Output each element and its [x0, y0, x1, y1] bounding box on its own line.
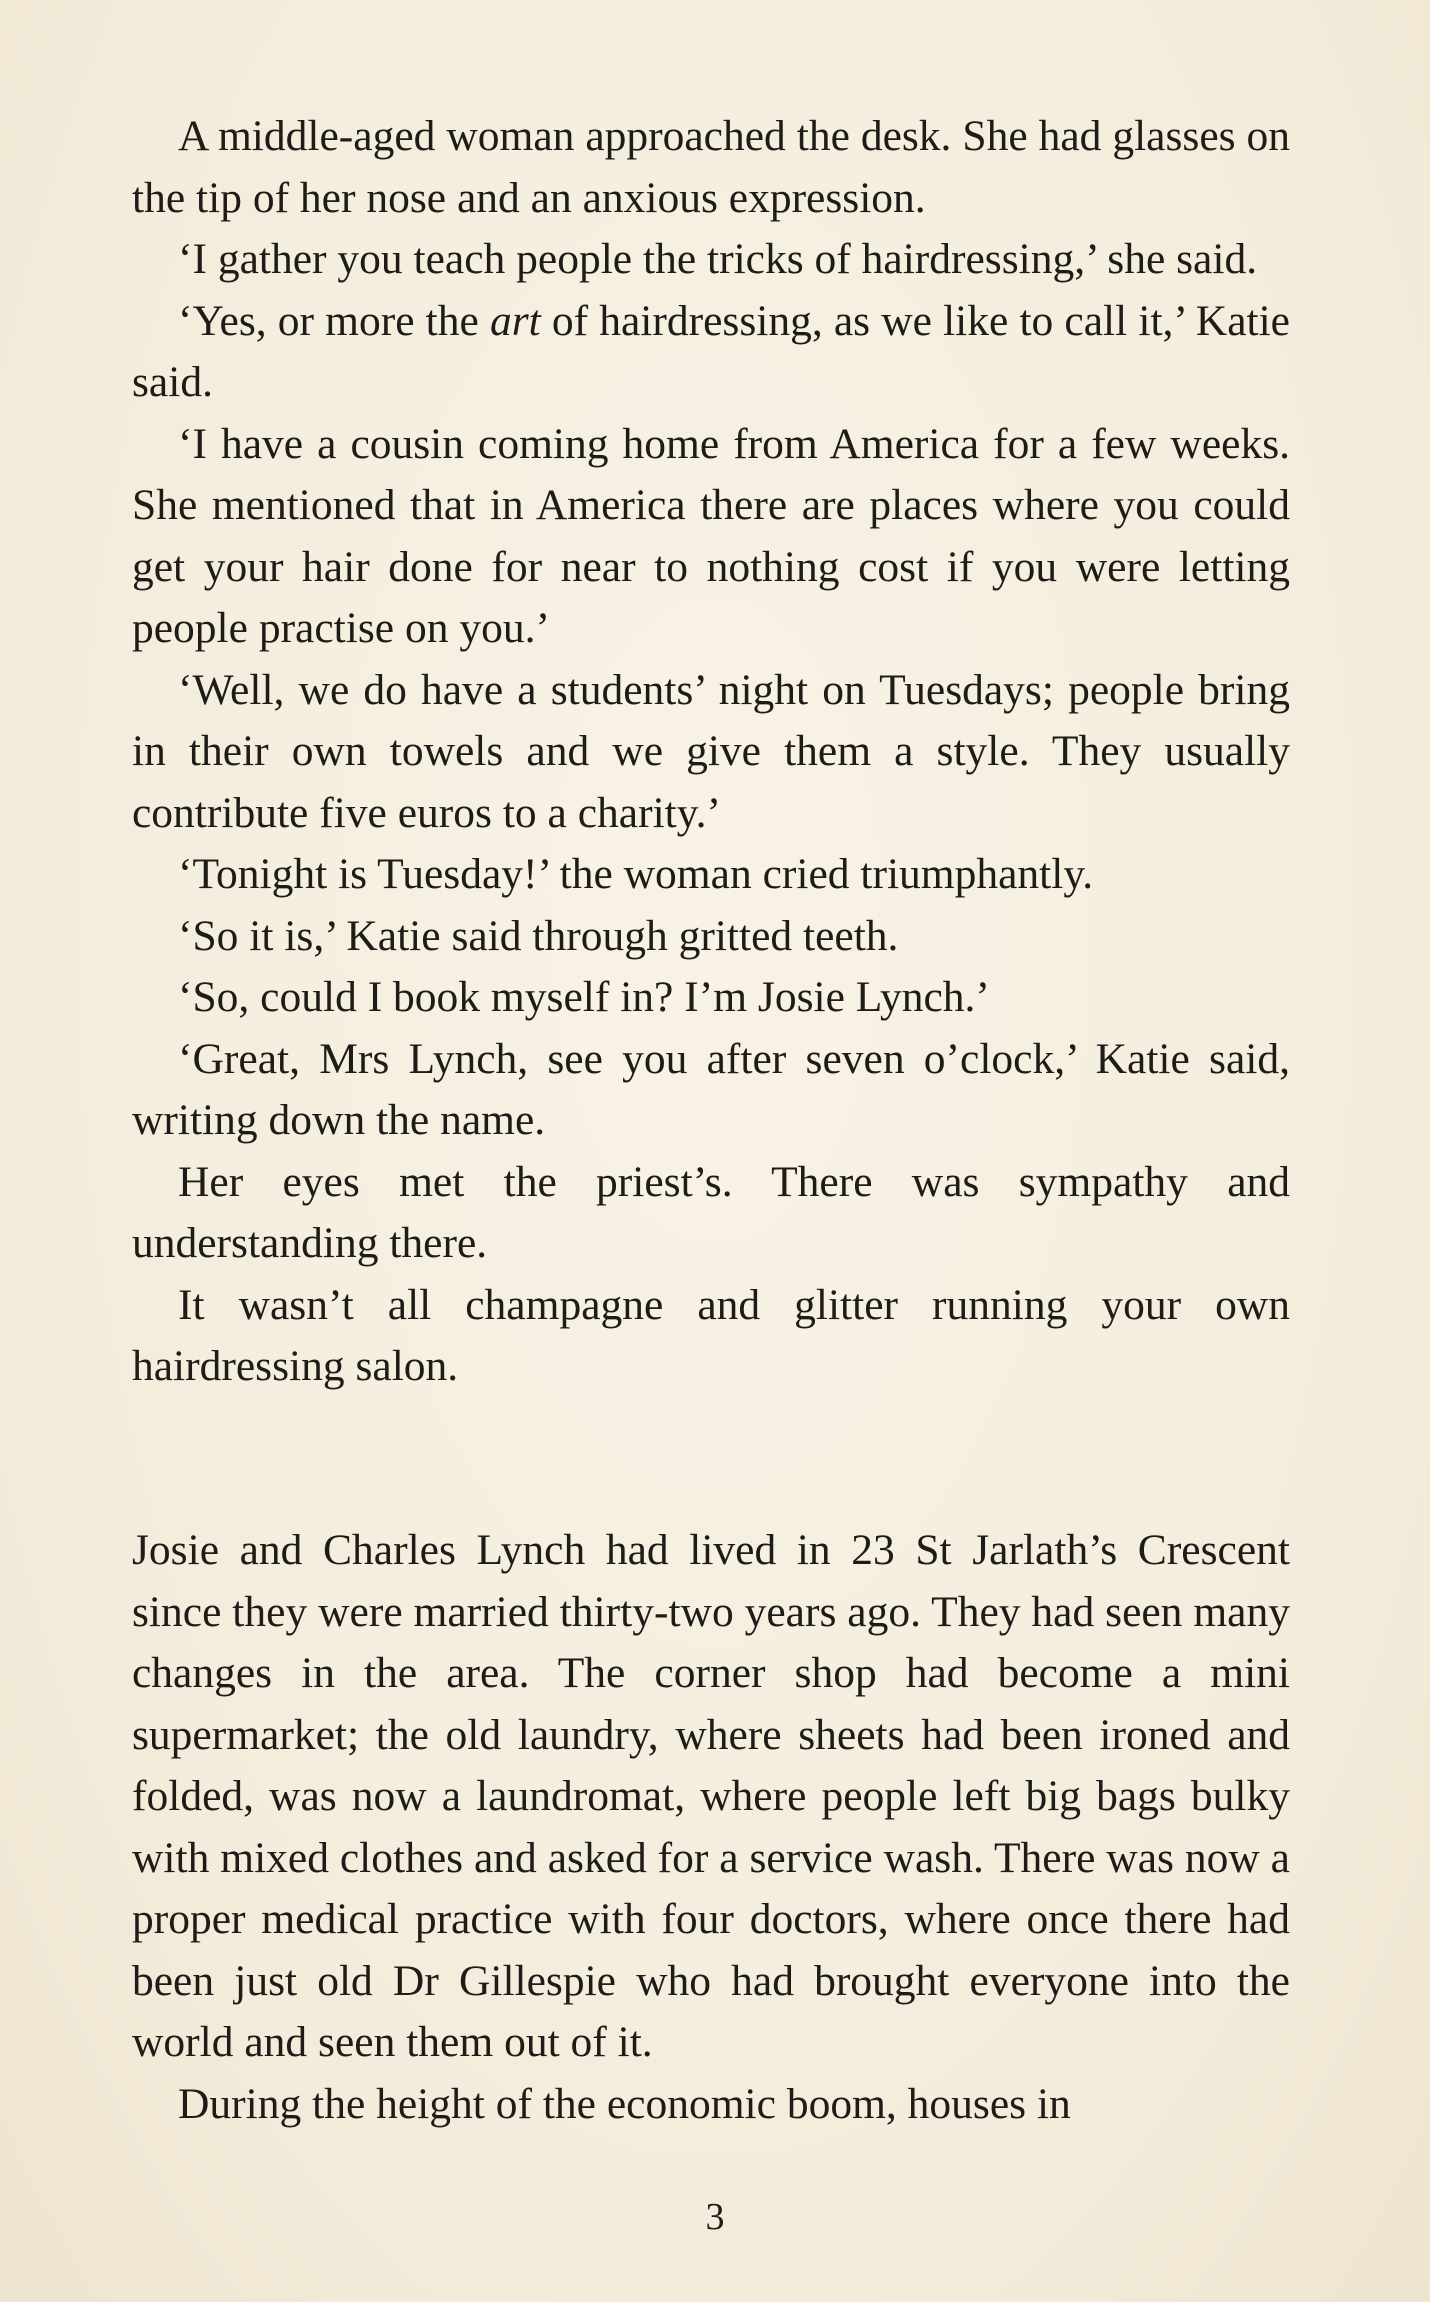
section-text-block	[132, 1520, 1290, 2135]
paragraph-text: ‘Tonight is Tuesday!’ the woman cried triumphantly.	[178, 850, 1094, 898]
paragraph-text: Her eyes met the priest’s. There was sympathy and understanding there.	[132, 1157, 1290, 1267]
paragraph	[132, 414, 1290, 660]
paragraph-text: ‘So it is,’ Katie said through gritted teeth.	[178, 911, 899, 960]
paragraph	[132, 291, 1290, 414]
paragraph	[132, 906, 1290, 968]
paragraph-text: It wasn’t all champagne and glitter running your own hairdressing salon.	[132, 1280, 1290, 1390]
paragraph	[132, 967, 1290, 1029]
paragraph-text: ‘I gather you teach people the tricks of hairdressing,’ she said.	[178, 235, 1258, 283]
paragraph-text: Josie and Charles Lynch had lived in 23 St Jarlath’s Crescent since they were married thirty-two years ago. They had seen many changes in the area. The corner shop had become a mini supermarket; the old laundry, where sheets had been ironed and folded, was now a laundromat, where people left big bags bulky with mixed clothes and asked for a service wash. There was now a proper medical practice with four doctors, where once there had been just old Dr Gillespie who had brought everyone into the world and seen them out of it.	[132, 1526, 1290, 2066]
paragraph	[132, 1152, 1290, 1275]
paragraph	[132, 1029, 1290, 1152]
paragraph-text: ‘Yes, or more the	[178, 296, 490, 345]
paragraph-text: During the height of the economic boom, houses in	[178, 2079, 1071, 2128]
paragraph-text: ‘I have a cousin coming home from America for a few weeks. She mentioned that in America there are places where you could get your hair done for near to nothing cost if you were letting people practise on you.’	[132, 419, 1290, 652]
page-number: 3	[705, 2196, 725, 2238]
paragraph	[132, 660, 1290, 845]
paragraph	[132, 229, 1290, 291]
paragraph-text: ‘Well, we do have a students’ night on Tuesdays; people bring in their own towels and we give them a style. They usually contribute five euros to a charity.’	[132, 665, 1290, 837]
scene-text-block	[132, 106, 1290, 1398]
paragraph	[132, 2074, 1290, 2136]
emphasis-text: art	[489, 296, 541, 345]
paragraph-text: A middle-aged woman approached the desk. She had glasses on the tip of her nose and an anxious expression.	[132, 112, 1290, 222]
paragraph	[132, 844, 1290, 906]
paragraph	[132, 106, 1290, 229]
paragraph	[132, 1520, 1290, 2074]
paragraph-text: ‘Great, Mrs Lynch, see you after seven o’clock,’ Katie said, writing down the name.	[132, 1034, 1290, 1144]
paragraph-text: ‘So, could I book myself in? I’m Josie Lynch.’	[178, 973, 990, 1021]
paragraph-text: of hairdressing, as we like to call it,’ Katie said.	[132, 296, 1290, 406]
paragraph	[132, 1275, 1290, 1398]
